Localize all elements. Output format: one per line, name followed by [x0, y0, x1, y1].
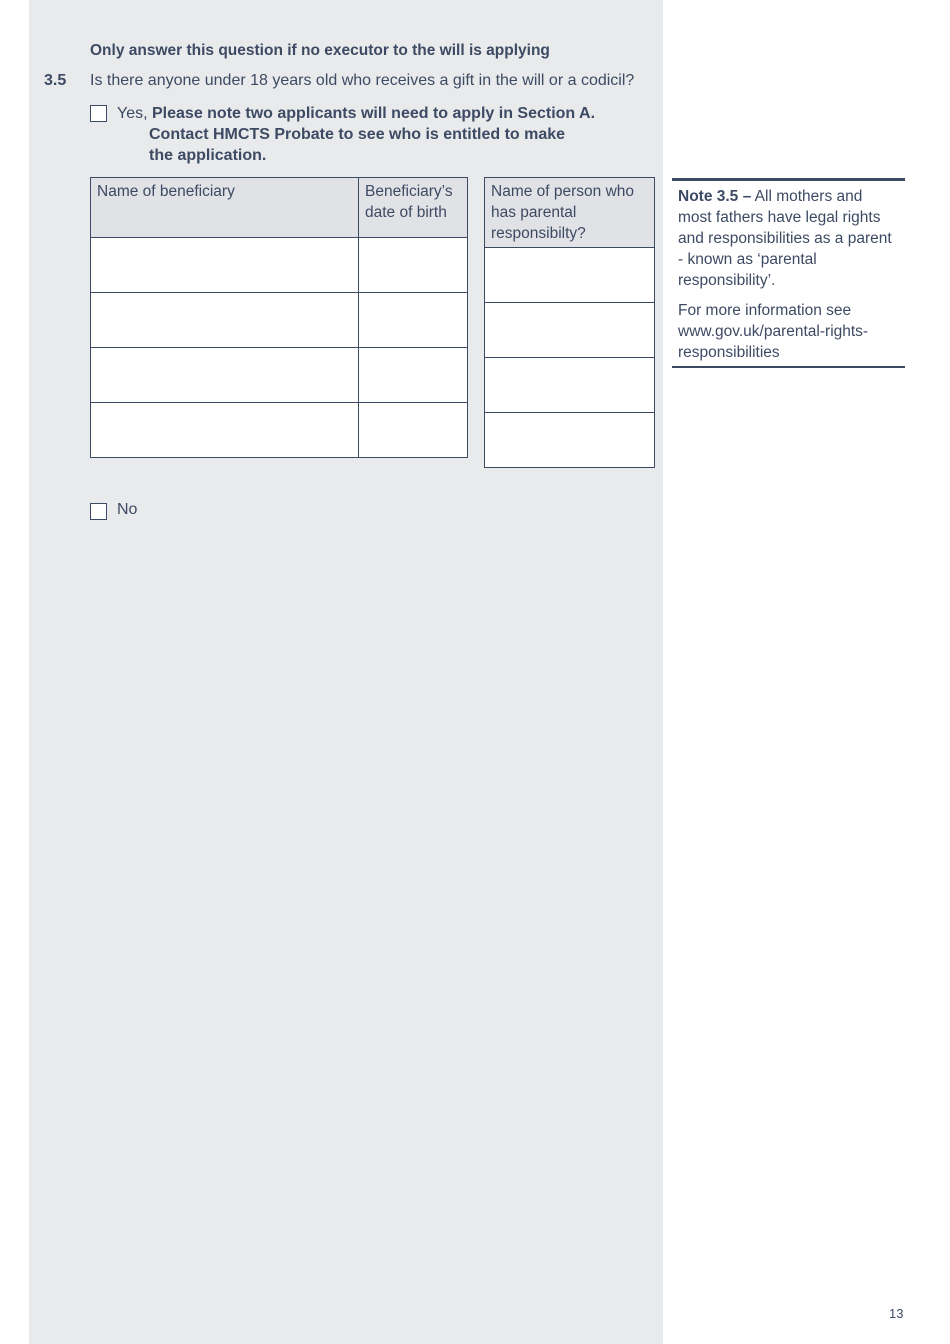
parental-responsibility-input[interactable]: [485, 248, 654, 302]
table-row: [485, 413, 655, 468]
parental-responsibility-input[interactable]: [485, 303, 654, 357]
beneficiary-name-input[interactable]: [91, 348, 358, 402]
parental-responsibility-input[interactable]: [485, 413, 654, 467]
header-parental-responsibility: Name of person who has parental responsibilty?: [485, 178, 655, 248]
yes-option-label: [117, 103, 617, 166]
note-title: Note 3.5 –: [678, 188, 752, 205]
note-more-info: For more information see www.gov.uk/parental-rights-responsibilities: [678, 302, 869, 361]
table-row: [91, 293, 468, 348]
parental-responsibility-input[interactable]: [485, 358, 654, 412]
table-cell: [485, 303, 655, 358]
table-cell: [485, 413, 655, 468]
header-beneficiary-dob: Beneficiary’s date of birth: [359, 178, 468, 238]
header-beneficiary-name: Name of beneficiary: [91, 178, 359, 238]
question-text: Is there anyone under 18 years old who receives a gift in the will or a codicil?: [90, 72, 635, 89]
beneficiary-name-input[interactable]: [91, 403, 358, 457]
guidance-note: [672, 178, 905, 368]
table-cell: [359, 238, 468, 293]
table-row: [91, 238, 468, 293]
page-number: 13: [889, 1306, 904, 1321]
table-cell: [359, 403, 468, 458]
table-cell: [91, 238, 359, 293]
yes-note-line3: the application.: [149, 147, 267, 164]
table-cell: [485, 248, 655, 303]
table-cell: [91, 293, 359, 348]
no-checkbox[interactable]: [90, 503, 107, 520]
note-body: All mothers and most fathers have legal rights and responsibilities as a parent - known as ‘parental responsibility’.: [678, 188, 892, 289]
table-row: [91, 403, 468, 458]
no-option-label: No: [117, 501, 138, 518]
yes-note-line1: Please note two applicants will need to apply in Section A.: [152, 105, 596, 122]
section-instruction: Only answer this question if no executor to the will is applying: [90, 42, 550, 59]
table-cell: [359, 348, 468, 403]
question-number: 3.5: [44, 72, 67, 89]
table-cell: [91, 348, 359, 403]
table-cell: [359, 293, 468, 348]
beneficiary-dob-input[interactable]: [359, 238, 467, 292]
beneficiary-table: [90, 177, 468, 458]
beneficiary-name-input[interactable]: [91, 293, 358, 347]
yes-label-text: Yes,: [117, 105, 148, 122]
table-row: [485, 303, 655, 358]
table-row: [485, 358, 655, 413]
beneficiary-dob-input[interactable]: [359, 348, 467, 402]
beneficiary-name-input[interactable]: [91, 238, 358, 292]
yes-note-line2: Contact HMCTS Probate to see who is entitled to make: [149, 126, 566, 143]
parental-responsibility-table: [484, 177, 655, 468]
table-row: [485, 248, 655, 303]
table-row: [91, 348, 468, 403]
table-cell: [91, 403, 359, 458]
note-paragraph: [678, 186, 899, 291]
yes-checkbox[interactable]: [90, 105, 107, 122]
table-cell: [485, 358, 655, 413]
beneficiary-dob-input[interactable]: [359, 403, 467, 457]
beneficiary-dob-input[interactable]: [359, 293, 467, 347]
